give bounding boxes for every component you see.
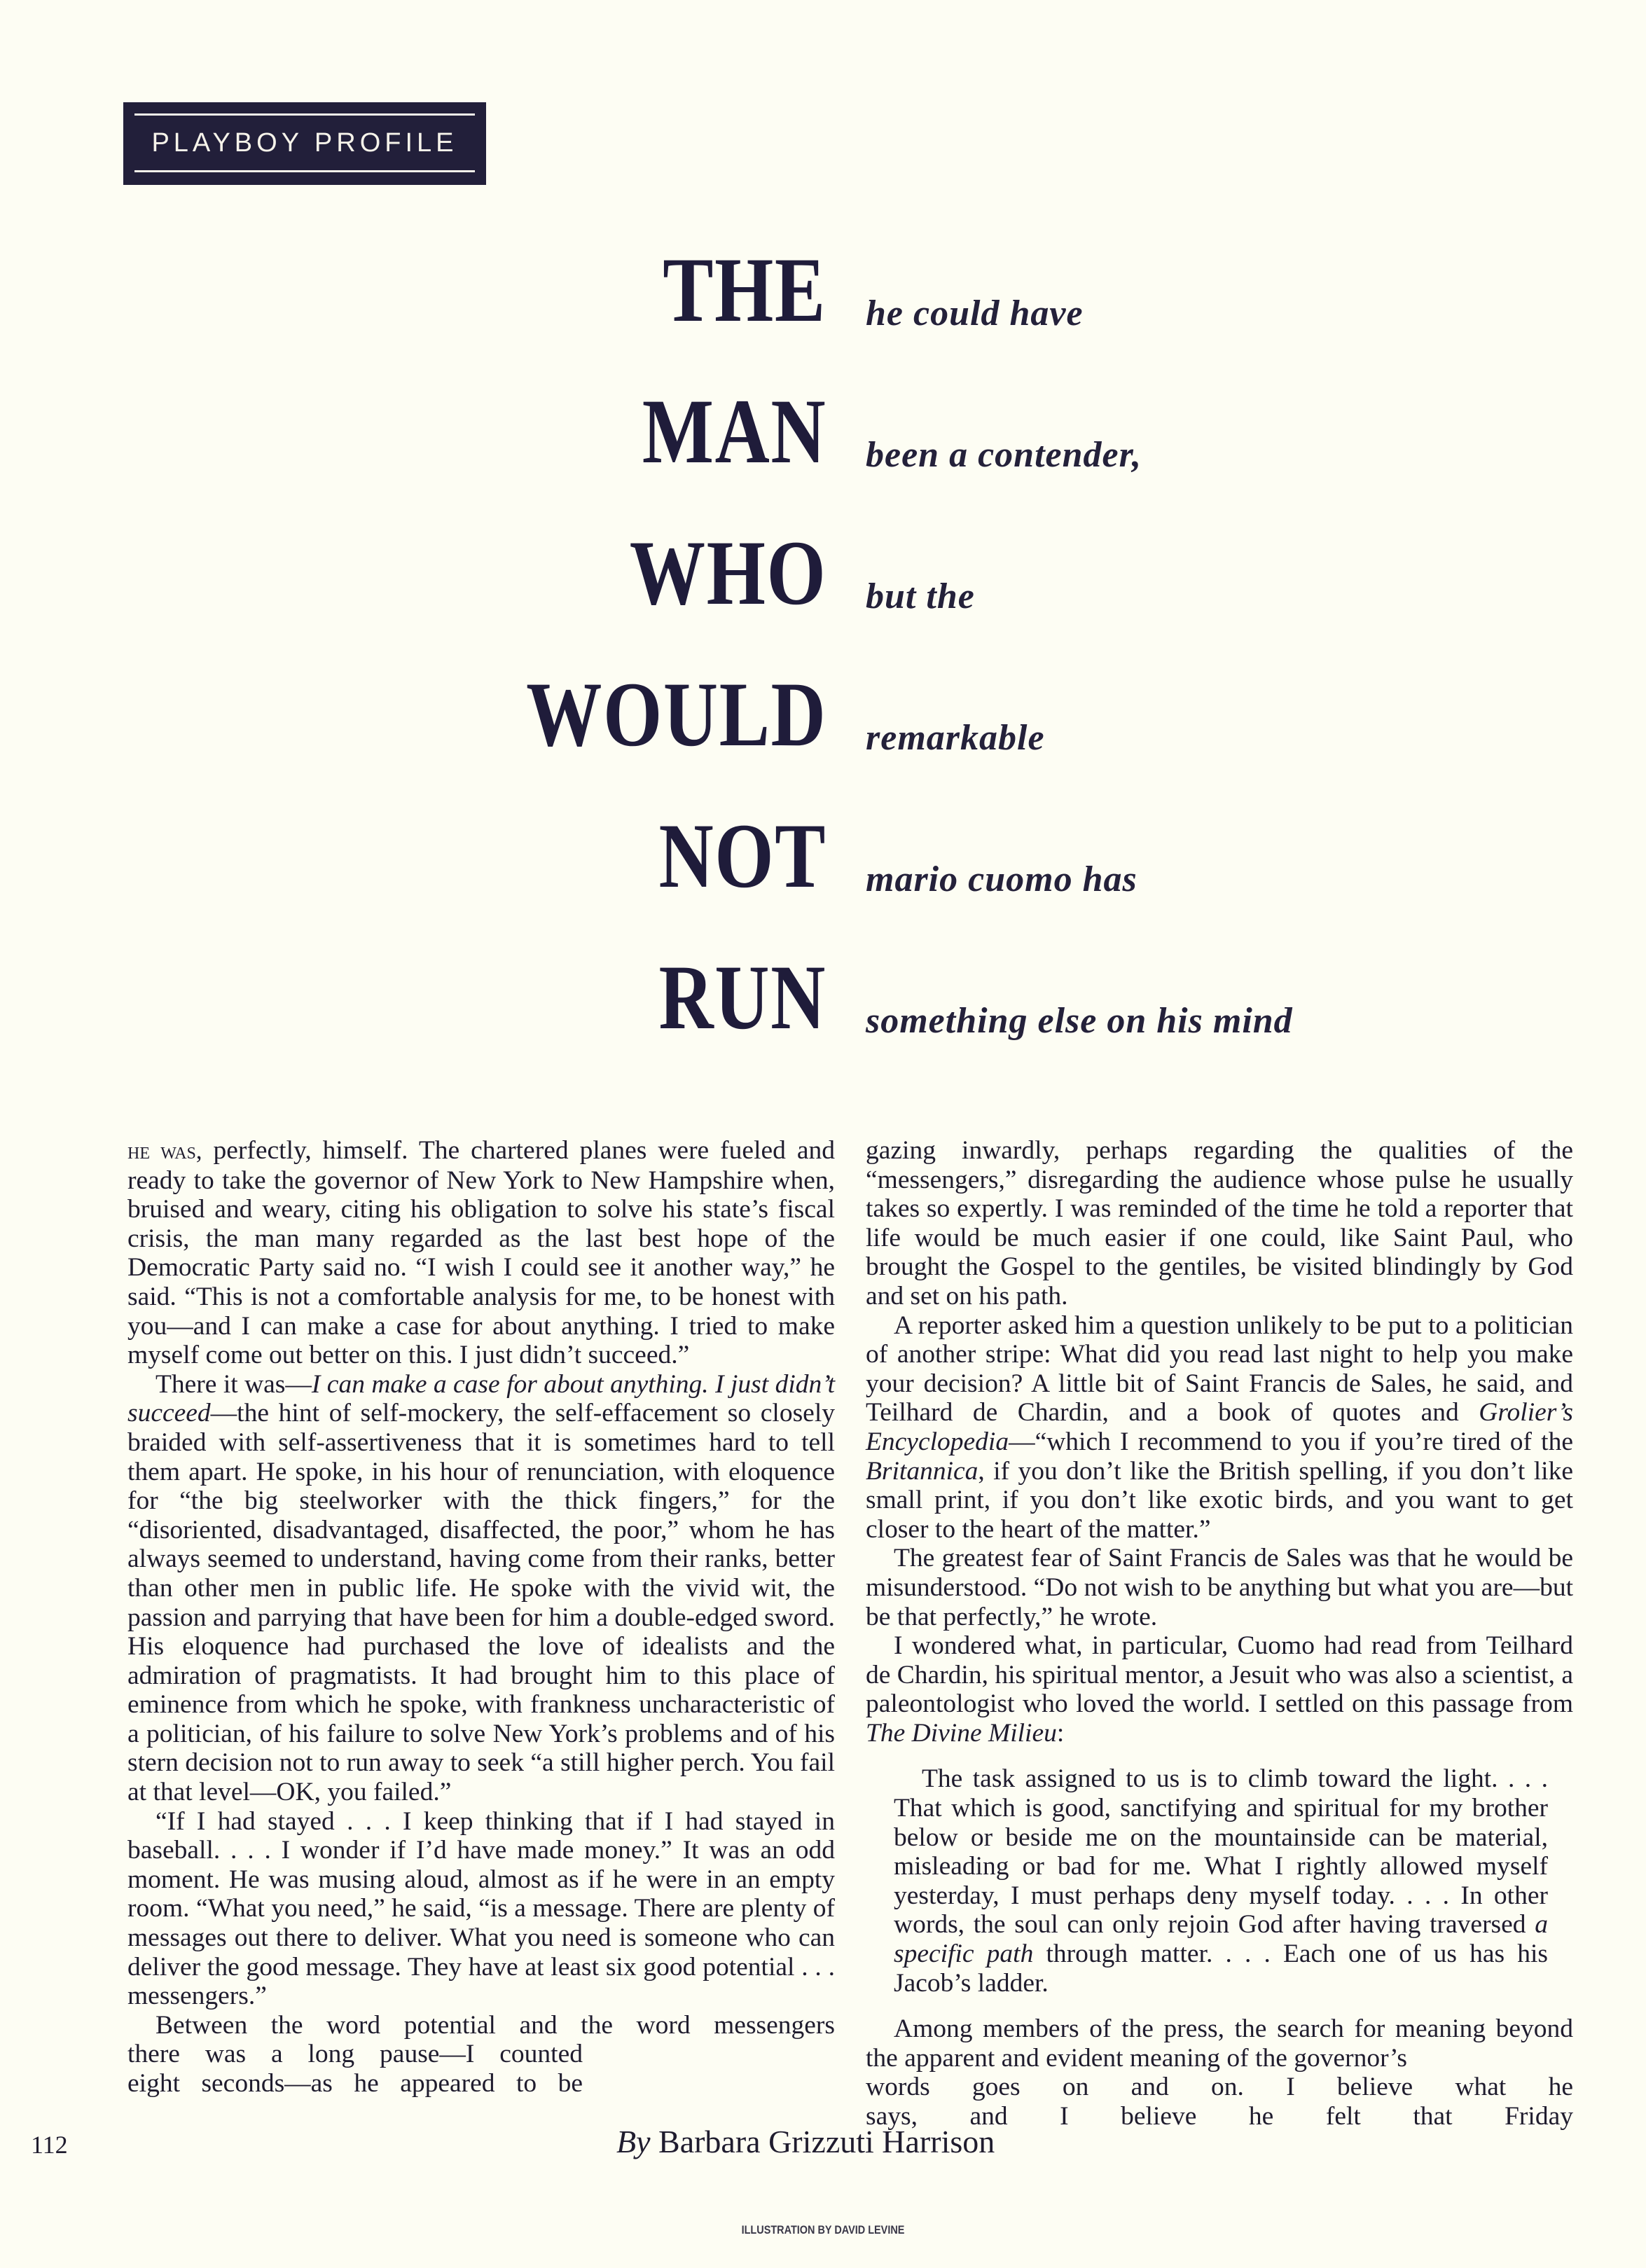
illustration-credit: ILLUSTRATION BY DAVID LEVINE	[741, 2223, 905, 2236]
paragraph	[866, 1544, 1573, 1631]
body-column-left	[127, 1136, 835, 2098]
headline-deck: mario cuomo has	[866, 859, 1137, 899]
headline-deck: been a contender,	[866, 435, 1142, 475]
block-quote	[894, 1764, 1573, 1998]
italic-emphasis: a specific path	[894, 1910, 1548, 1969]
headline-deck: something else on his mind	[866, 1001, 1293, 1041]
paragraph-text: —the hint of self-mockery, the self-effacement so closely braided with self-assertiveness that it is sometimes hard to tell them apart. He spoke, in his hour of renunciation, with eloquence for “the big steelworker with the thick fingers,” for the “disoriented, disadvantaged, disaffected, the poor,” whom he has always seemed to understand, having come from their ranks, better than other men in public life. He spoke with the vivid wit, the passion and parrying that have been for him a double-edged sword. His eloquence had purchased the love of idealists and the admiration of pragmatists. It had brought him to this place of eminence from which he spoke, with frankness uncharacteristic of a politician, of his failure to solve New York’s problems and of his stern decision not to run away to seek “a still higher perch. You fail at that level—OK, you failed.”	[127, 1399, 835, 1807]
headline-row	[0, 380, 1646, 493]
paragraph-text: , if you don’t like the British spelling, if you don’t like small print, if you don’t like exotic birds, and you want to get closer to the heart of the matter.”	[866, 1456, 1573, 1544]
headline-word: NOT	[658, 804, 827, 907]
paragraph-text: Among members of the press, the search for meaning beyond the apparent and evident meaning of the governor’s	[866, 2014, 1573, 2073]
quote-text: The task assigned to us is to climb toward the light. . . . That which is good, sanctifying and spiritual for my brother below or beside me on the mountainside can be material, misleading or bad for me. What I rightly allowed myself yesterday, I must perhaps deny myself today. . . . In other words, the soul can only rejoin God after having traversed	[894, 1764, 1548, 1939]
headline-word: RUN	[658, 946, 827, 1049]
headline-deck: but the	[866, 576, 975, 616]
paragraph-text: words goes on and on. I believe what he	[866, 2073, 1573, 2102]
paragraph-continuation	[866, 2073, 1573, 2102]
paragraph-text: gazing inwardly, perhaps regarding the qualities of the “messengers,” disregarding the audience whose pulse he usually takes so expertly. I was reminded of the time he told a reporter that life would be much easier if one could, like Saint Paul, who brought the Gospel to the gentiles, be visited blindingly by God and set on his path.	[866, 1136, 1573, 1311]
italic-title: The Divine Milieu	[866, 1718, 1057, 1748]
headline-row	[0, 663, 1646, 776]
paragraph-text: Between the word potential and the word messengers	[155, 2010, 835, 2040]
paragraph-text: eight seconds—as he appeared to be	[127, 2069, 583, 2098]
paragraph	[866, 2014, 1573, 2073]
paragraph-text: says, and I believe he felt that Friday	[866, 2102, 1573, 2131]
paragraph-text: —“which I recommend to you if you’re tired of the	[1009, 1427, 1573, 1456]
paragraph	[127, 2011, 835, 2040]
paragraph	[866, 1311, 1573, 1544]
paragraph-continuation	[127, 2069, 583, 2098]
headline-deck: he could have	[866, 293, 1084, 333]
page-number: 112	[31, 2131, 68, 2159]
paragraph-text: “If I had stayed . . . I keep thinking that if I had stayed in baseball. . . . I wonder if I’d have made money.” It was an odd moment. He was musing aloud, almost as if he were in an empty room. “What you need,” he said, “is a message. There are plenty of messages out there to deliver. What you need is someone who can deliver the good message. They have at least six good potential . . . messengers.”	[127, 1806, 835, 2011]
paragraph-text: perfectly, himself. The chartered planes were fueled and ready to take the governor of New York to New Hampshire when, bruised and weary, citing his obligation to solve his state’s fiscal crisis, the man many regarded as the last best hope of the Democratic Party said no. “I wish I could see it another way,” he said. “This is not a comfortable analysis for me, to be honest with you—and I can make a case for about anything. I tried to make myself come out better on this. I just didn’t succeed.”	[127, 1136, 835, 1370]
byline-author: Barbara Grizzuti Harrison	[658, 2124, 995, 2159]
headline-word: THE	[663, 238, 827, 341]
body-column-right	[866, 1136, 1573, 2131]
byline	[616, 2121, 995, 2163]
headline-word: MAN	[642, 380, 827, 483]
paragraph	[127, 1370, 835, 1807]
italic-quote: I can make a case for about anything. I just didn’t succeed	[127, 1369, 835, 1428]
quote-text: through matter. . . . Each one of us has his Jacob’s ladder.	[894, 1939, 1548, 1998]
paragraph-text: :	[1056, 1718, 1065, 1748]
headline-deck: remarkable	[866, 718, 1045, 758]
tag-rule-bottom	[134, 170, 475, 172]
section-tag	[123, 102, 486, 185]
tag-rule-top	[134, 113, 475, 116]
paragraph	[866, 1631, 1573, 1748]
paragraph	[127, 1807, 835, 2011]
headline-row	[0, 238, 1646, 352]
headline-row	[0, 521, 1646, 635]
paragraph-text: There it was—	[155, 1369, 312, 1399]
paragraph-text: there was a long pause—I counted	[127, 2040, 583, 2069]
paragraph-text: I wondered what, in particular, Cuomo had read from Teilhard de Chardin, his spiritual mentor, a Jesuit who was also a scientist, a paleontologist who loved the world. I settled on this passage from	[866, 1631, 1573, 1719]
paragraph-text: A reporter asked him a question unlikely to be put to a politician of another stripe: What did you read last night to help you make your decision? A little bit of Saint Francis de Sales, he said, and Teilhard de Chardin, and a book of quotes and	[866, 1311, 1573, 1427]
headline-word: WOULD	[525, 663, 827, 766]
paragraph-text: The greatest fear of Saint Francis de Sales was that he would be misunderstood. “Do not wish to be anything but what you are—but be that perfectly,” he wrote.	[866, 1544, 1573, 1631]
italic-title: Grolier’s Encyclopedia	[866, 1398, 1573, 1456]
lead-in: he was,	[127, 1138, 202, 1164]
section-tag-label: PLAYBOY PROFILE	[151, 128, 458, 158]
paragraph	[866, 1136, 1573, 1311]
italic-title: Britannica	[866, 1456, 978, 1486]
paragraph-continuation	[127, 2040, 583, 2069]
paragraph	[127, 1136, 835, 1370]
byline-prefix: By	[616, 2124, 651, 2159]
headline-row	[0, 946, 1646, 1059]
headline-word: WHO	[629, 521, 827, 624]
headline-row	[0, 804, 1646, 918]
